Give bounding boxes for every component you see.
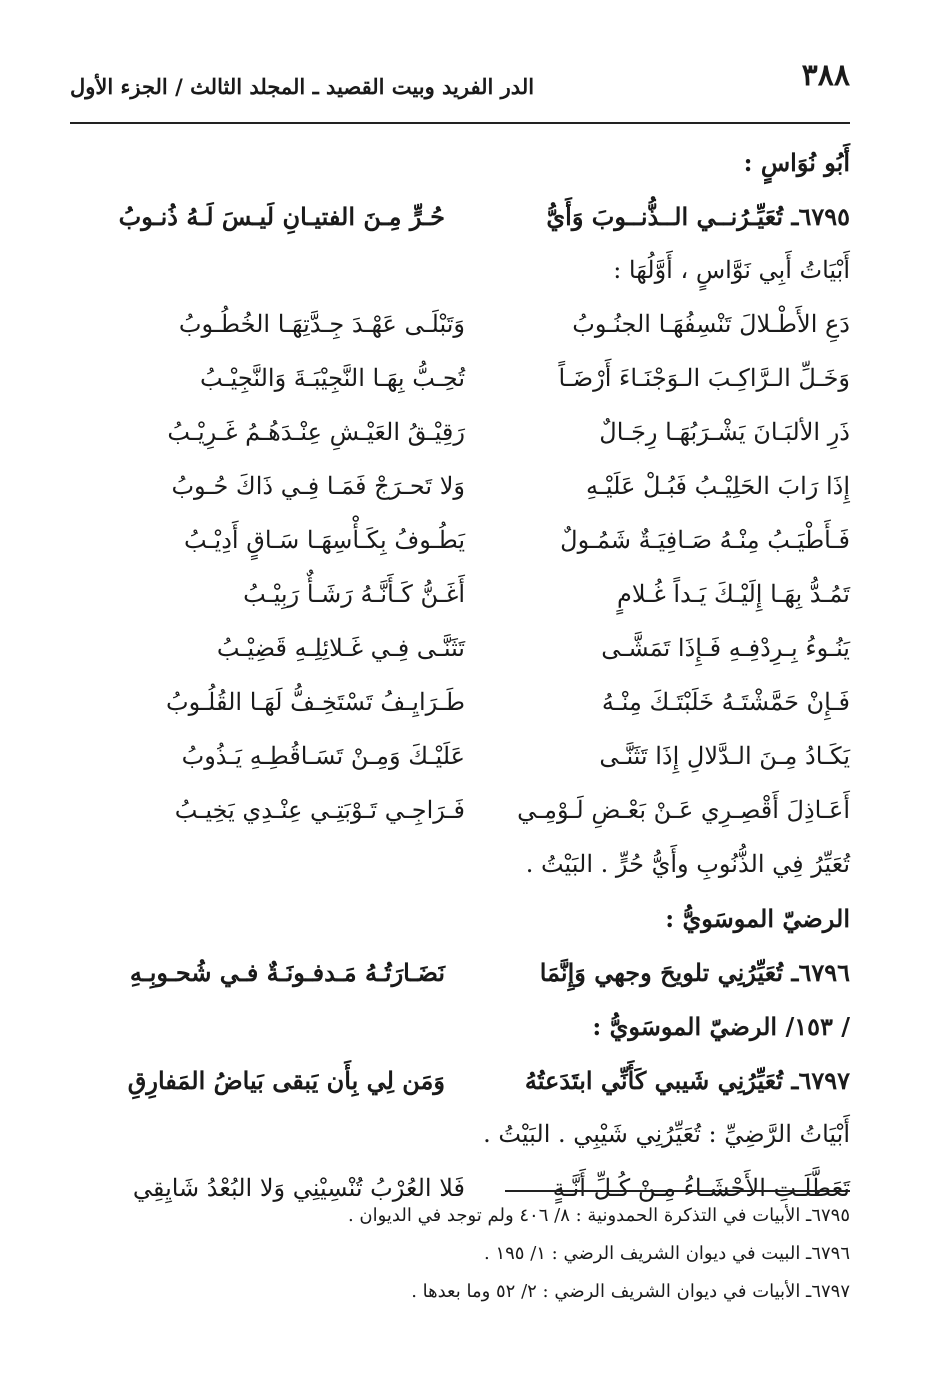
first-hemistich: تَعَطَّلَـتِ الأَحْشَـاءُ مِـنْ كُـلِّ أَنَّـةٍ [552,1174,850,1202]
first-hemistich: ذَرِ الألبَـانَ يَشْـرَبُهَـا رِجَـالٌ [599,418,850,446]
citation-line: تُعَيِّرُ فِي الذُّنُوبِ وأَيُّ حُرٍّ . البَيْتُ . [525,850,850,878]
verse-line [95,356,850,410]
second-hemistich: تَثَنَّـى فِـي غَـلائِلِـهِ قَضِيْـبُ [216,634,465,662]
first-hemistich: فَـإِنْ حَمَّشْتَـهُ خَلَبْتَـكَ مِنْـهُ [601,688,850,716]
verse-line [95,626,850,680]
verse-line [95,464,850,518]
poet-name: الرضيّ الموسَويُّ : [665,904,850,933]
second-hemistich: نَضَـارَتُـهُ مَـدفـونَـةٌ فـي شُحـوبِـهِ [129,958,445,987]
second-hemistich: طَـرَايِـفُ تَسْتَخِـفُّ لَهَـا القُلُـوبُ [166,688,465,716]
verse-line [95,572,850,626]
verse-line [95,734,850,788]
footnote-rule [505,1190,850,1192]
first-hemistich: دَعِ الأَطْـلالَ تَنْسِفُهَـا الجنُـوبُ [572,310,850,338]
header-rule [70,122,850,124]
second-hemistich: رَقِيْـقُ العَيْـشِ عِنْـدَهُـمُ غَـرِيْـبُ [167,418,465,446]
first-hemistich: يَكَـادُ مِـنَ الـدَّلالِ إِذَا تَثَنَّـى [599,742,850,770]
page-number: ٣٨٨ [801,58,850,93]
second-hemistich: تُحِـبُّ بِهَـا النَّجِيْبَـةَ وَالنَّجِيْـبُ [200,364,465,392]
verse-line [95,410,850,464]
second-hemistich: عَلَيْـكَ وَمِـنْ تَسَـاقُطِـهِ يَـذُوبُ [181,742,465,770]
second-hemistich: وَتَبْلَـى عَهْـدَ جِـدَّتِهَـا الخُطُـوبُ [178,310,465,338]
footnote: ٦٧٩٧ـ الأبيات في ديوان الشريف الرضي : ٢/ ٥٢ وما بعدها . [411,1281,850,1302]
first-hemistich: ٦٧٩٥ـ تُعَيِّـرُنــي الــذُّنــوبَ وَأَيُّ [546,202,850,231]
first-hemistich: أَعَـاذِلَ أَقْصِـرِي عَـنْ بَعْـضِ لَـوْمِـي [517,796,850,824]
verse-line [95,302,850,356]
verse-line [95,788,850,842]
verse-entry-6795 [95,194,850,248]
first-hemistich: تَمُـدُّ بِهَـا إِلَيْـكَ يَـداً غُـلامٍ [616,580,850,608]
intro-line: أَبْيَاتُ الرَّضِيِّ : تُعَيِّرُنِي شَيْبِي . البَيْتُ . [483,1120,850,1148]
page-body [95,140,850,1220]
running-title: الدر الفريد وبيت القصيد ـ المجلد الثالث / الجزء الأول [70,74,535,99]
page-header [70,58,850,108]
footnote: ٦٧٩٦ـ البيت في ديوان الشريف الرضي : ١/ ١٩٥ . [484,1243,850,1264]
second-hemistich: وَمَن لِي بِأَن يَبقى بَياضُ المَفارِقِ [127,1066,445,1095]
second-hemistich: حُـرٍّ مِـنَ الفتيـانِ لَيـسَ لَـهُ ذُنـوبُ [118,202,445,231]
first-hemistich: فَـأَطْيَـبُ مِنْـهُ صَـافِيَـةٌ شَمُـولٌ [560,526,850,554]
first-hemistich: وَخَـلِّ الـرَّاكِـبَ الـوَجْنَـاءَ أَرْضَـاً [558,364,850,392]
second-hemistich: أَغَـنُّ كَـأَنَّـهُ رَشَـأٌ رَبِيْـبُ [243,580,465,608]
verse-entry-6796 [95,950,850,1004]
intro-line: أَبْيَاتُ أَبِي نَوَّاسٍ ، أَوَّلُهَا : [613,256,850,284]
footnote: ٦٧٩٥ـ الأبيات في التذكرة الحمدونية : ٨/ ٤٠٦ ولم توجد في الديوان . [347,1205,850,1226]
first-hemistich: ٦٧٩٧ـ تُعَيِّرُنِي شَيبي كَأَنِّي ابتَدَعتُهُ [524,1066,850,1095]
second-hemistich: فَـرَاجِـي تَـوْبَتِـي عِنْـدِي يَخِيـبُ [174,796,465,824]
poet-name: أَبُو نُوَاسٍ : [743,148,850,177]
second-hemistich: فَلا العُرْبُ تُنْسِيْنِي وَلا البُعْدُ شَايِقِي [132,1174,465,1202]
verse-entry-6797 [95,1058,850,1112]
second-hemistich: وَلا تَحـرَجْ فَمَـا فِـي ذَاكَ حُـوبُ [171,472,465,500]
footnotes [95,1205,850,1319]
first-hemistich: ٦٧٩٦ـ تُعَيِّرُنِي تلويحَ وجهي وَإِنَّمَا [539,958,850,987]
first-hemistich: يَنُـوءُ بِـرِدْفِـهِ فَـإِذَا تَمَشَّـى [601,634,850,662]
poet-name: / ١٥٣/ الرضيّ الموسَويُّ : [592,1012,850,1041]
first-hemistich: إِذَا رَابَ الحَلِيْـبُ فَبُـلْ عَلَيْـهِ [586,472,850,500]
second-hemistich: يَطُـوفُ بِكَـأْسِهَـا سَـاقٍ أَدِيْـبُ [183,526,465,554]
verse-line [95,680,850,734]
verse-line [95,518,850,572]
